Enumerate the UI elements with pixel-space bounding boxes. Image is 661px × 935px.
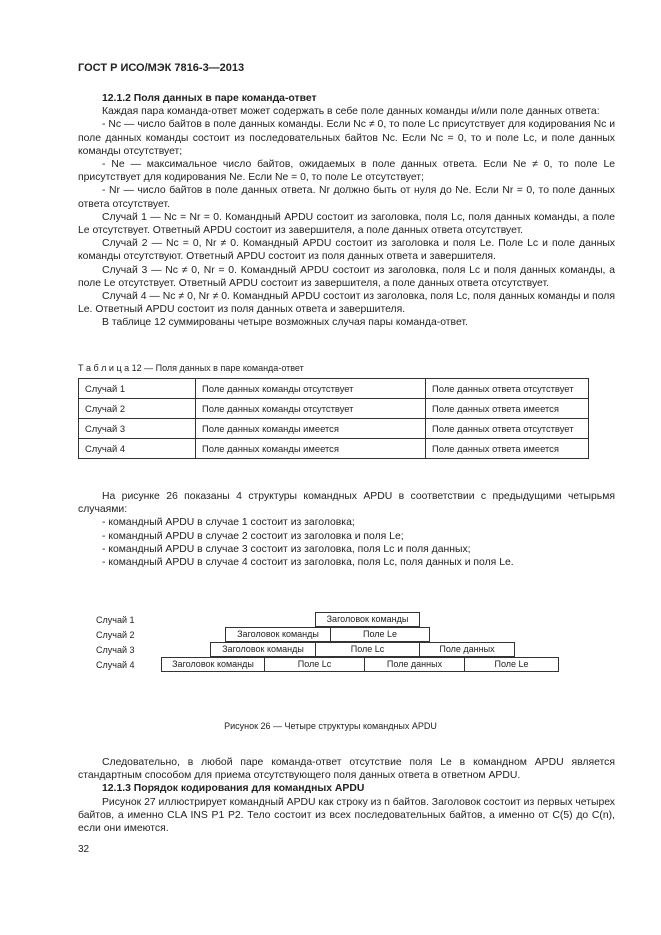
paragraph: Случай 1 — Nc = Nr = 0. Командный APDU состоит из заголовка, поля Lc, поля данных команды, а поле Le отсутствует. Ответный APDU состоит из завершителя, а поле данных ответа отсутствует. [78, 211, 615, 237]
header-box: Заголовок команды [161, 657, 265, 672]
list-item: - командный APDU в случае 4 состоит из заголовка, поля Lc, поля данных и поля Le. [102, 557, 514, 569]
lc-box: Поле Lc [264, 657, 365, 672]
section-title: 12.1.3 Порядок кодирования для командных APDU [102, 783, 365, 795]
table-cell: Поле данных команды отсутствует [196, 399, 426, 419]
header-box: Заголовок команды [315, 612, 420, 627]
paragraph: Случай 4 — Nc ≠ 0, Nr ≠ 0. Командный APDU состоит из заголовка, поля Lc, поля данных команды и поля Le. Ответный APDU состоит из поля данных ответа и завершителя. [78, 291, 615, 316]
table-cell: Случай 3 [79, 419, 196, 439]
section-12-1-3 [78, 756, 615, 835]
table-cell: Поле данных ответа имеется [426, 439, 589, 459]
paragraph: Случай 2 — Nc = 0, Nr ≠ 0. Командный APDU состоит из заголовка и поля Le. Поле Lc и поле данных команды отсутствуют. Ответный APDU состоит из поля данных ответа и завершителя. [78, 238, 615, 263]
table-row [79, 399, 589, 419]
page-number: 32 [78, 844, 90, 855]
table-row [79, 379, 589, 399]
header-box: Заголовок команды [225, 627, 331, 642]
table-cell: Поле данных ответа имеется [426, 399, 589, 419]
diagram-label: Случай 2 [96, 630, 135, 640]
document-header: ГОСТ Р ИСО/МЭК 7816-3—2013 [78, 62, 245, 74]
list-item: - командный APDU в случае 1 состоит из заголовка; [102, 517, 355, 529]
le-box: Поле Le [330, 627, 430, 642]
list-item: - командный APDU в случае 3 состоит из заголовка, поля Lc и поля данных; [102, 543, 471, 555]
section-title: 12.1.2 Поля данных в паре команда-ответ [102, 93, 317, 104]
table-cell: Случай 2 [79, 399, 196, 419]
paragraph: - Nc — число байтов в поле данных команды. Если Nc ≠ 0, то поле Lc присутствует для кодирования Nc и поле данных команды состоит из последовательных байтов Nc. Если Nc = 0, то и поле Lc, и поле данных команды отсутствует; [78, 119, 615, 157]
diagram-label: Случай 3 [96, 645, 135, 655]
data-table [78, 378, 589, 459]
table-cell: Случай 4 [79, 439, 196, 459]
table-cell: Поле данных ответа отсутствует [426, 379, 589, 399]
diagram-label: Случай 4 [96, 660, 135, 670]
le-box: Поле Le [464, 657, 559, 672]
paragraph: - Ne — максимальное число байтов, ожидаемых в поле данных ответа. Если Ne ≠ 0, то поле Le присутствует для кодирования Ne. Если Ne = 0, то поле Le отсутствует; [78, 159, 615, 184]
paragraph: В таблице 12 суммированы четыре возможных случая пары команда-ответ. [102, 317, 468, 329]
paragraph: На рисунке 26 показаны 4 структуры командных APDU в соответствии с предыдущими четырьмя случаями: [78, 491, 615, 516]
diagram-label: Случай 1 [96, 615, 135, 625]
figure-caption: Рисунок 26 — Четыре структуры командных APDU [224, 721, 437, 731]
table-caption: Т а б л и ц а 12 — Поля данных в паре команда-ответ [78, 363, 304, 373]
list-item: - командный APDU в случае 2 состоит из заголовка и поля Le; [102, 530, 404, 542]
table-cell: Поле данных команды имеется [196, 419, 426, 439]
data-box: Поле данных [364, 657, 465, 672]
table-cell: Поле данных команды имеется [196, 439, 426, 459]
paragraph: Рисунок 27 иллюстрирует командный APDU как строку из n байтов. Заголовок состоит из первых четырех байтов, а именно CLA INS P1 P2. Тело состоит из всех последовательных байтов, а именно от C(5) до C(n), если они имеются. [78, 796, 615, 835]
figure-intro [78, 490, 615, 569]
paragraph: - Nr — число байтов в поле данных ответа. Nr должно быть от нуля до Ne. Если Nr = 0, то поле данных ответа отсутствует. [78, 185, 615, 210]
table-cell: Случай 1 [79, 379, 196, 399]
paragraph: Следовательно, в любой паре команда-ответ отсутствие поля Le в командном APDU является стандартным способом для приема отсутствующего поля данных ответа в ответном APDU. [78, 757, 615, 782]
table-cell: Поле данных ответа отсутствует [426, 419, 589, 439]
section-12-1-2 [78, 92, 615, 330]
data-box: Поле данных [419, 642, 515, 657]
table-row [79, 419, 589, 439]
paragraph: Случай 3 — Nc ≠ 0, Nr = 0. Командный APDU состоит из заголовка, поля Lc и поля данных команды, а поле Le отсутствует. Ответный APDU состоит из завершителя, а поле данных ответа отсутствует. [78, 264, 615, 289]
paragraph: Каждая пара команда-ответ может содержать в себе поле данных команды и/или поле данных ответа: [102, 106, 600, 118]
header-box: Заголовок команды [210, 642, 316, 657]
table-cell: Поле данных команды отсутствует [196, 379, 426, 399]
table-row [79, 439, 589, 459]
lc-box: Поле Lc [315, 642, 420, 657]
